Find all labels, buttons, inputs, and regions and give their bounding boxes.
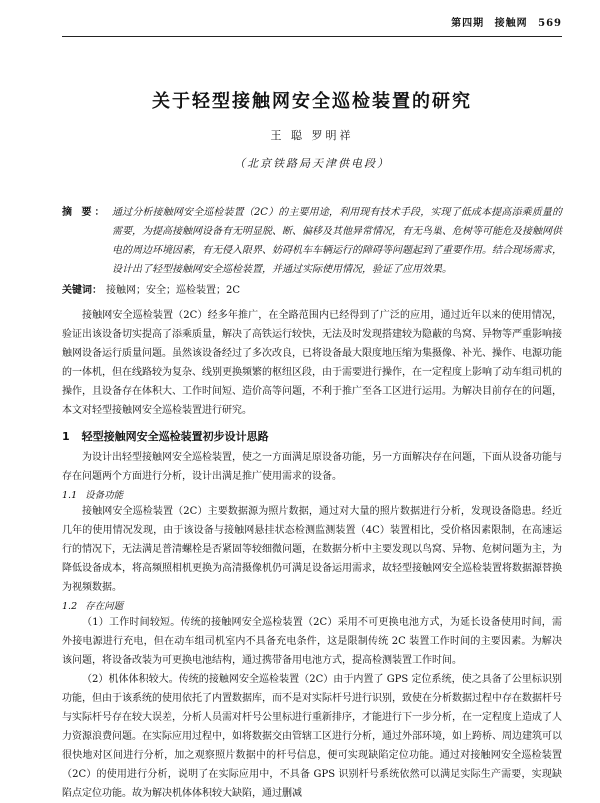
paper-affiliation: （北京铁路局天津供电段） bbox=[234, 157, 390, 170]
section-1-2-title: 存在问题 bbox=[85, 601, 124, 612]
header-journal: 接触网 bbox=[494, 18, 528, 29]
abstract-label: 摘 要： bbox=[62, 207, 108, 218]
section-1-2-number: 1.2 bbox=[62, 601, 78, 612]
section-1-1-title: 设备功能 bbox=[85, 490, 124, 501]
section-1-2-item-1: （1）工作时间较短。传统的接触网安全巡检装置（2C）采用不可更换电池方式，为延长设备使用时间，需外接电源进行充电，但在动车组司机室内不具备充电条件，这是限制传统 2C 装置工作时间的主要因素。为解决该问题，将设备改装为可更换电池结构，通过携带备用电池方式，提高检测装置工作时间。 bbox=[62, 617, 562, 666]
section-1-1-number: 1.1 bbox=[62, 490, 78, 501]
section-1-1-heading bbox=[62, 487, 562, 501]
running-header bbox=[62, 0, 562, 37]
section-1-number: 1 bbox=[62, 430, 70, 443]
section-1-title: 轻型接触网安全巡检装置初步设计思路 bbox=[81, 430, 269, 443]
section-1-heading bbox=[62, 428, 562, 444]
header-issue: 第四期 bbox=[451, 18, 485, 29]
keywords-label: 关键词： bbox=[62, 285, 102, 296]
abstract bbox=[62, 203, 562, 279]
paper-title: 关于轻型接触网安全巡检装置的研究 bbox=[152, 91, 472, 112]
paper-authors: 王 聪 罗明祥 bbox=[270, 129, 354, 142]
abstract-text: 通过分析接触网安全巡检装置（2C）的主要用途，利用现有技术手段，实现了低成本提高添乘质量的需要，为提高接触网设备有无明显脱、断、偏移及其他异常情况，有无鸟巢、危树等可能危及接触网供电的周边环境因素，有无侵入限界、妨碍机车车辆运行的障碍等问题起到了重要作用。结合现场需求，设计出了轻型接触网安全巡检装置，并通过实际使用情况，验证了应用效果。 bbox=[112, 207, 562, 275]
header-right bbox=[445, 14, 562, 29]
keywords bbox=[62, 281, 562, 296]
section-1-2-heading bbox=[62, 598, 562, 612]
section-1-lead: 为设计出轻型接触网安全巡检装置，使之一方面满足原设备功能，另一方面解决存在问题，下面从设备功能与存在问题两个方面进行分析，设计出满足推广使用需求的设备。 bbox=[62, 452, 562, 482]
header-page-number: 569 bbox=[538, 18, 562, 29]
section-1-1-text: 接触网安全巡检装置（2C）主要数据源为照片数据，通过对大量的照片数据进行分析，发现设备隐患。经近几年的使用情况发现，由于该设备与接触网悬挂状态检测监测装置（4C）装置相比，受价格因素限制，在高速运行的情况下，无法满足普清螺栓是否紧固等较细微问题，在数据分析中主要发现以鸟窝、异物、危树问题为主，为降低设备成本，将高频照相机更换为高清摄像机仍可满足设备运用需求，故轻型接触网安全巡检装置将数据源替换为视频数据。 bbox=[62, 506, 562, 593]
intro-paragraph: 接触网安全巡检装置（2C）经多年推广，在全路范围内已经得到了广泛的应用，通过近年以来的使用情况，验证出该设备切实提高了添乘质量，解决了高铁运行较快，无法及时发现搭建较为隐蔽的鸟窝、异物等严重影响接触网设备运行质量问题。虽然该设备经过了多次改良，已将设备最大限度地压缩为集摄像、补光、操作、电源功能的一体机，但在线路较为复杂、线别更换频繁的枢纽区段，由于需要进行操作，在一定程度上影响了动车组司机的操作，且设备存在体积大、工作时间短、造价高等问题，不利于推广至各工区进行运用。为解决目前存在的问题，本文对轻型接触网安全巡检装置进行研究。 bbox=[62, 310, 562, 416]
section-1-2-item-2: （2）机体体积较大。传统的接触网安全巡检装置（2C）由于内置了 GPS 定位系统，使之具备了公里标识别功能，但由于该系统的使用依托了内置数据库，而不是对实际杆号进行识别，致使在分析数据过程中存在数据杆号与实际杆号存在较大误差，分析人员需对杆号公里标进行重新排序，才能进行下一步分析，在一定程度上造成了人力资源浪费问题。在实际应用过程中，如将数据交由管辖工区进行分析，通过外部环境，如上跨桥、周边建筑可以很快地对区间进行分析，加之观察照片数据中的杆号信息，便可实现缺陷定位功能。通过对接触网安全巡检装置（2C）的使用进行分析，说明了在实际应用中，不具备 GPS 识别杆号系统依然可以满足实际生产需要，实现缺陷点定位功能。故为解决机体体积较大缺陷，通过删减 bbox=[62, 674, 562, 799]
keywords-text: 接触网；安全；巡检装置；2C bbox=[106, 285, 241, 296]
